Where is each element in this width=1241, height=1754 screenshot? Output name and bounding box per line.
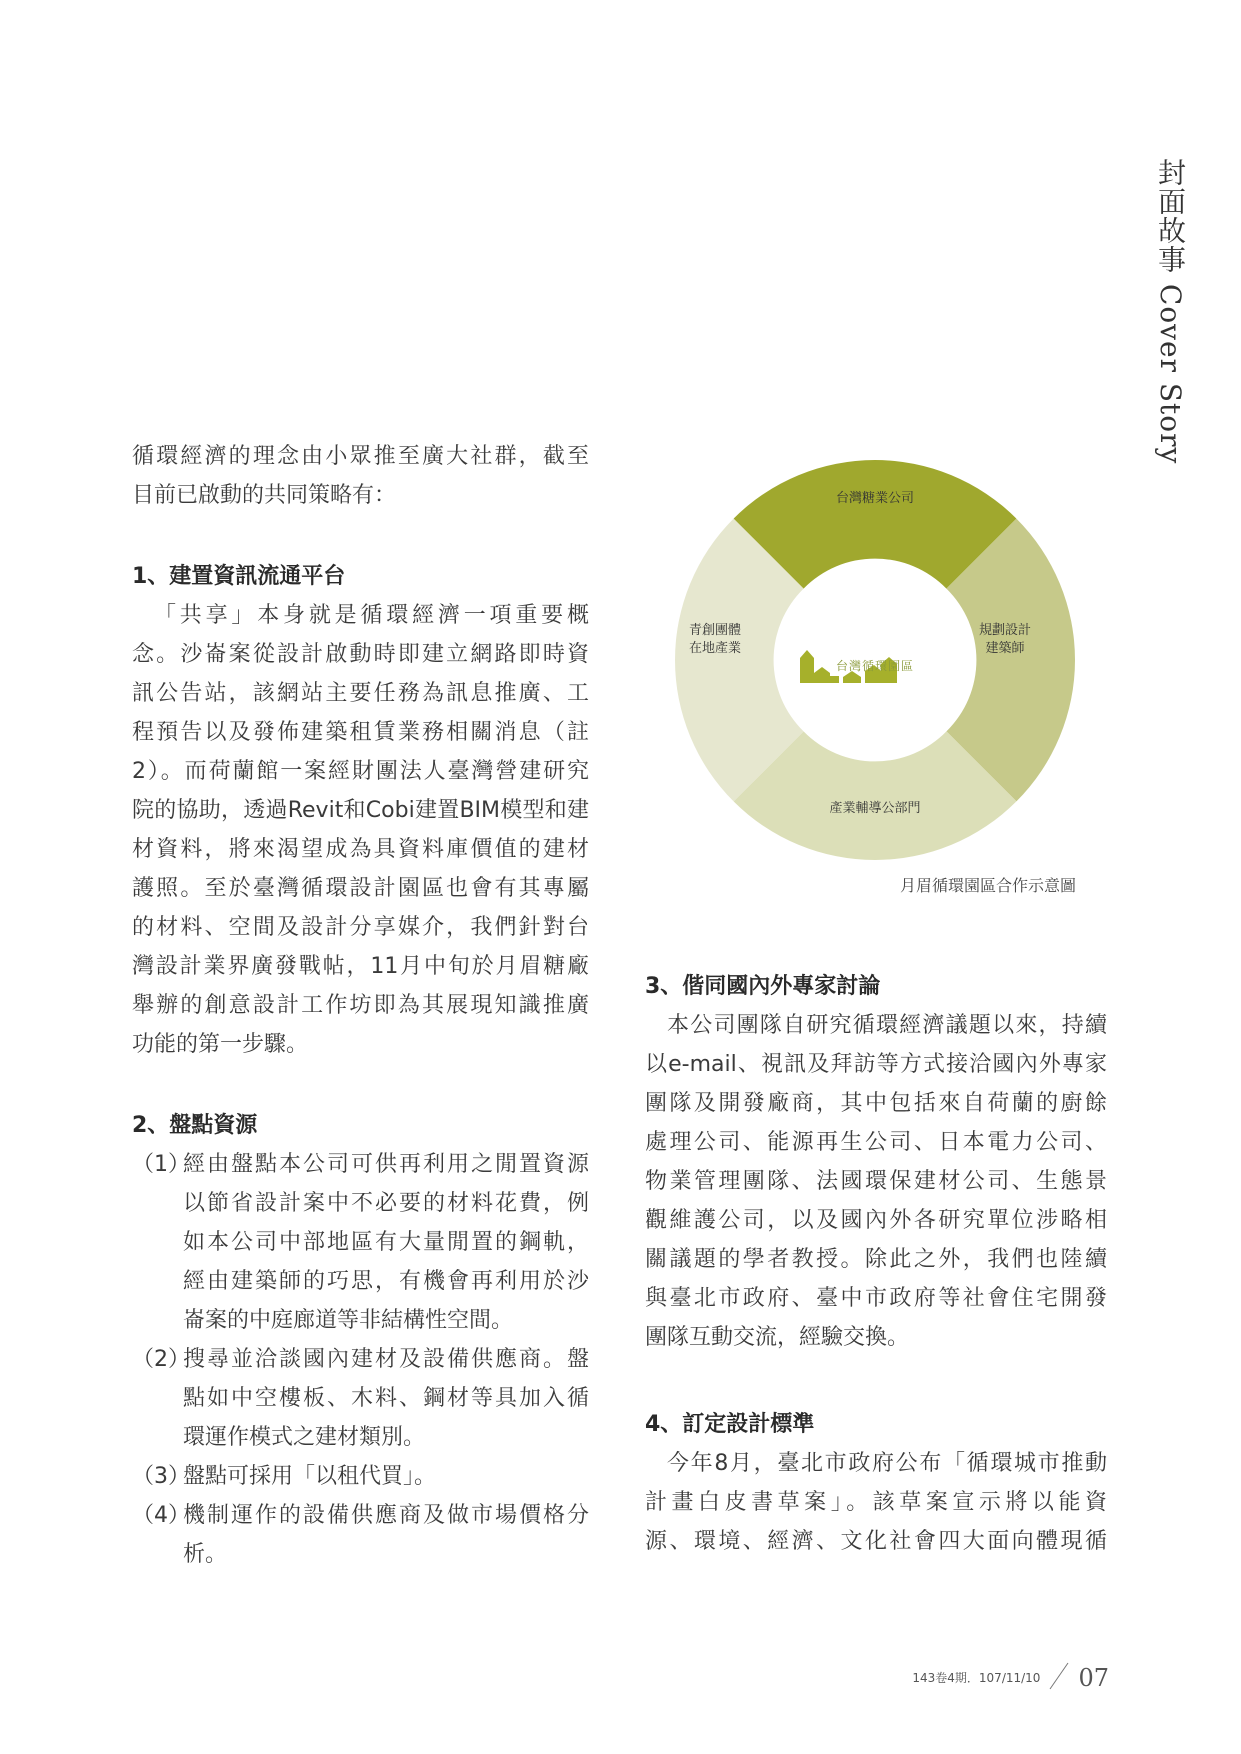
list-item	[132, 1145, 589, 1340]
list-number: （3）	[132, 1464, 190, 1489]
body-line: 程預告以及發佈建築租賃業務相關消息（註	[132, 720, 589, 745]
intro-line: 循環經濟的理念由小眾推至廣大社群，截至	[132, 444, 589, 469]
list-number: （1）	[132, 1152, 190, 1177]
label-top: 台灣糖業公司	[835, 491, 915, 506]
body-line: 院的協助，透過Revit和Cobi建置BIM模型和建	[132, 798, 589, 823]
body-line: 材資料，將來渴望成為具資料庫價值的建材	[132, 837, 589, 862]
list-line: 點如中空樓板、木料、鋼材等具加入循	[183, 1386, 589, 1411]
list-line: 以節省設計案中不必要的材料花費，例	[183, 1191, 589, 1216]
body-line: 處理公司、能源再生公司、日本電力公司、	[645, 1130, 1107, 1155]
label-left-2: 在地產業	[688, 641, 742, 656]
body-line: 功能的第一步驟。	[132, 1032, 309, 1057]
label-right-1: 規劃設計	[978, 623, 1032, 638]
body-line: 計畫白皮書草案」。該草案宣示將以能資	[645, 1490, 1107, 1515]
list-line: 機制運作的設備供應商及做市場價格分	[183, 1503, 589, 1528]
section-heading: 3、偕同國內外專家討論	[645, 974, 881, 999]
intro-line: 目前已啟動的共同策略有：	[132, 483, 397, 508]
body-line: 2）。而荷蘭館一案經財團法人臺灣營建研究	[132, 759, 589, 784]
body-line: 關議題的學者教授。除此之外，我們也陸續	[645, 1247, 1107, 1272]
page-number: 07	[1078, 1664, 1109, 1692]
right-column	[645, 967, 1107, 1561]
section-label: 封面故事 Cover Story	[1154, 158, 1187, 465]
body-line: 團隊互動交流，經驗交換。	[645, 1325, 910, 1350]
body-line: 護照。至於臺灣循環設計園區也會有其專屬	[132, 876, 589, 901]
list-line: 盤點可採用「以租代買」。	[183, 1464, 437, 1489]
list-line: 崙案的中庭廊道等非結構性空間。	[183, 1308, 514, 1333]
label-bottom: 產業輔導公部門	[829, 801, 921, 816]
list-number: （2）	[132, 1347, 190, 1372]
body-line: 源、環境、經濟、文化社會四大面向體現循	[645, 1529, 1107, 1554]
label-left-1: 青創團體	[688, 623, 742, 638]
body-line: 訊公告站，該網站主要任務為訊息推廣、工	[132, 681, 589, 706]
figure-caption: 月眉循環園區合作示意圖	[900, 876, 1077, 895]
list-line: 經由建築師的巧思，有機會再利用於沙	[183, 1269, 589, 1294]
body-line: 舉辦的創意設計工作坊即為其展現知識推廣	[132, 993, 589, 1018]
list-number: （4）	[132, 1503, 190, 1528]
list-line: 析。	[183, 1542, 228, 1567]
slash-divider-icon	[1048, 1662, 1070, 1690]
label-right-2: 建築師	[985, 641, 1025, 656]
body-line: 今年8月，臺北市政府公布「循環城市推動	[667, 1451, 1107, 1476]
body-line: 團隊及開發廠商，其中包括來自荷蘭的廚餘	[645, 1091, 1107, 1116]
body-line: 的材料、空間及設計分享媒介，我們針對台	[132, 915, 589, 940]
cooperation-diagram	[675, 460, 1075, 860]
page-footer	[912, 1660, 1109, 1690]
body-line: 與臺北市政府、臺中市政府等社會住宅開發	[645, 1286, 1107, 1311]
list-line: 環運作模式之建材類別。	[183, 1425, 426, 1450]
body-line: 灣設計業界廣發戰帖，11月中旬於月眉糖廠	[132, 954, 589, 979]
list-line: 搜尋並洽談國內建材及設備供應商。盤	[183, 1347, 589, 1372]
body-line: 本公司團隊自研究循環經濟議題以來，持續	[667, 1013, 1107, 1038]
list-item	[132, 1496, 589, 1574]
list-line: 經由盤點本公司可供再利用之閒置資源	[183, 1152, 589, 1177]
left-column	[132, 437, 589, 1574]
section-heading: 2、盤點資源	[132, 1113, 258, 1138]
body-line: 觀維護公司，以及國內外各研究單位涉略相	[645, 1208, 1107, 1233]
list-item	[132, 1457, 589, 1496]
label-center: 台灣循環園區	[835, 659, 915, 673]
list-item	[132, 1340, 589, 1457]
section-heading: 1、建置資訊流通平台	[132, 564, 346, 589]
body-line: 物業管理團隊、法國環保建材公司、生態景	[645, 1169, 1107, 1194]
issue-info: 143卷4期．107/11/10	[912, 1671, 1041, 1685]
body-line: 以e-mail、視訊及拜訪等方式接洽國內外專家	[645, 1052, 1107, 1077]
body-line: 「共享」本身就是循環經濟一項重要概	[154, 603, 589, 628]
list-line: 如本公司中部地區有大量閒置的鋼軌，	[183, 1230, 589, 1255]
section-heading: 4、訂定設計標準	[645, 1412, 815, 1437]
body-line: 念。沙崙案從設計啟動時即建立網路即時資	[132, 642, 589, 667]
